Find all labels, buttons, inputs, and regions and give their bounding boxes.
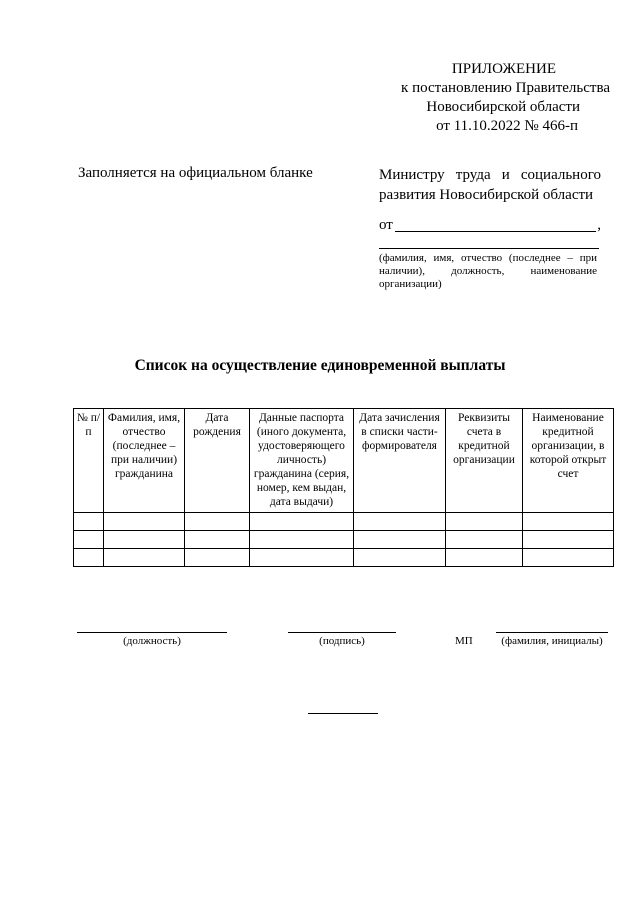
column-header: Дата зачисления в списки части-формирователя — [354, 409, 446, 513]
appendix-line-3: от 11.10.2022 № 466-п — [436, 118, 578, 134]
sender-field[interactable] — [379, 216, 601, 234]
table-cell[interactable] — [250, 549, 354, 567]
table-cell[interactable] — [446, 531, 523, 549]
payment-list-table — [73, 408, 614, 567]
table-row — [74, 549, 614, 567]
table-cell[interactable] — [185, 549, 250, 567]
appendix-line-2: Новосибирской области — [426, 99, 580, 115]
signature-line[interactable] — [288, 632, 396, 633]
column-header: Данные паспорта (иного документа, удостоверяющего личность) гражданина (серия, номер, кем выдан, дата выдачи) — [250, 409, 354, 513]
table-cell[interactable] — [354, 513, 446, 531]
table-cell[interactable] — [523, 513, 614, 531]
column-header: Фамилия, имя, отчество (последнее – при наличии) гражданина — [104, 409, 185, 513]
table-cell[interactable] — [523, 531, 614, 549]
table-row — [74, 513, 614, 531]
table-cell[interactable] — [185, 513, 250, 531]
table-cell[interactable] — [104, 513, 185, 531]
sender-details-line[interactable] — [379, 248, 599, 249]
table-cell[interactable] — [104, 531, 185, 549]
signature-label: (подпись) — [319, 635, 365, 647]
addressee-line-1: Министру труда и социального — [379, 167, 601, 183]
appendix-line-1: к постановлению Правительства — [401, 80, 610, 96]
column-header: Наименование кредитной организации, в которой открыт счет — [523, 409, 614, 513]
table-cell[interactable] — [354, 549, 446, 567]
table-cell[interactable] — [446, 513, 523, 531]
stamp-label: МП — [455, 635, 473, 647]
table-cell[interactable] — [250, 531, 354, 549]
table-cell[interactable] — [104, 549, 185, 567]
sender-suffix: , — [597, 217, 601, 233]
table-cell[interactable] — [446, 549, 523, 567]
appendix-header — [360, 60, 610, 136]
position-label: (должность) — [123, 635, 181, 647]
position-signature-line[interactable] — [77, 632, 227, 633]
table-row — [74, 531, 614, 549]
name-label: (фамилия, инициалы) — [501, 635, 603, 647]
name-signature-line[interactable] — [496, 632, 608, 633]
addressee-line-2: развития Новосибирской области — [379, 187, 594, 203]
appendix-title: ПРИЛОЖЕНИЕ — [451, 61, 556, 77]
column-header: Дата рождения — [185, 409, 250, 513]
table-cell[interactable] — [74, 549, 104, 567]
sender-prefix: от — [379, 217, 393, 233]
table-cell[interactable] — [185, 531, 250, 549]
table-cell[interactable] — [354, 531, 446, 549]
table-cell[interactable] — [74, 513, 104, 531]
column-header: № п/п — [74, 409, 104, 513]
column-header: Реквизиты счета в кредитной организации — [446, 409, 523, 513]
table-header-row — [74, 409, 614, 513]
blank-note: Заполняется на официальном бланке — [78, 165, 313, 181]
document-title: Список на осуществление единовременной выплаты — [134, 357, 506, 374]
table-cell[interactable] — [523, 549, 614, 567]
sender-hint: (фамилия, имя, отчество (последнее – при наличии), должность, наименование организации) — [379, 252, 597, 290]
end-divider — [308, 713, 378, 714]
table-cell[interactable] — [74, 531, 104, 549]
sender-blank-line[interactable] — [395, 216, 596, 232]
table-cell[interactable] — [250, 513, 354, 531]
addressee — [379, 165, 601, 205]
